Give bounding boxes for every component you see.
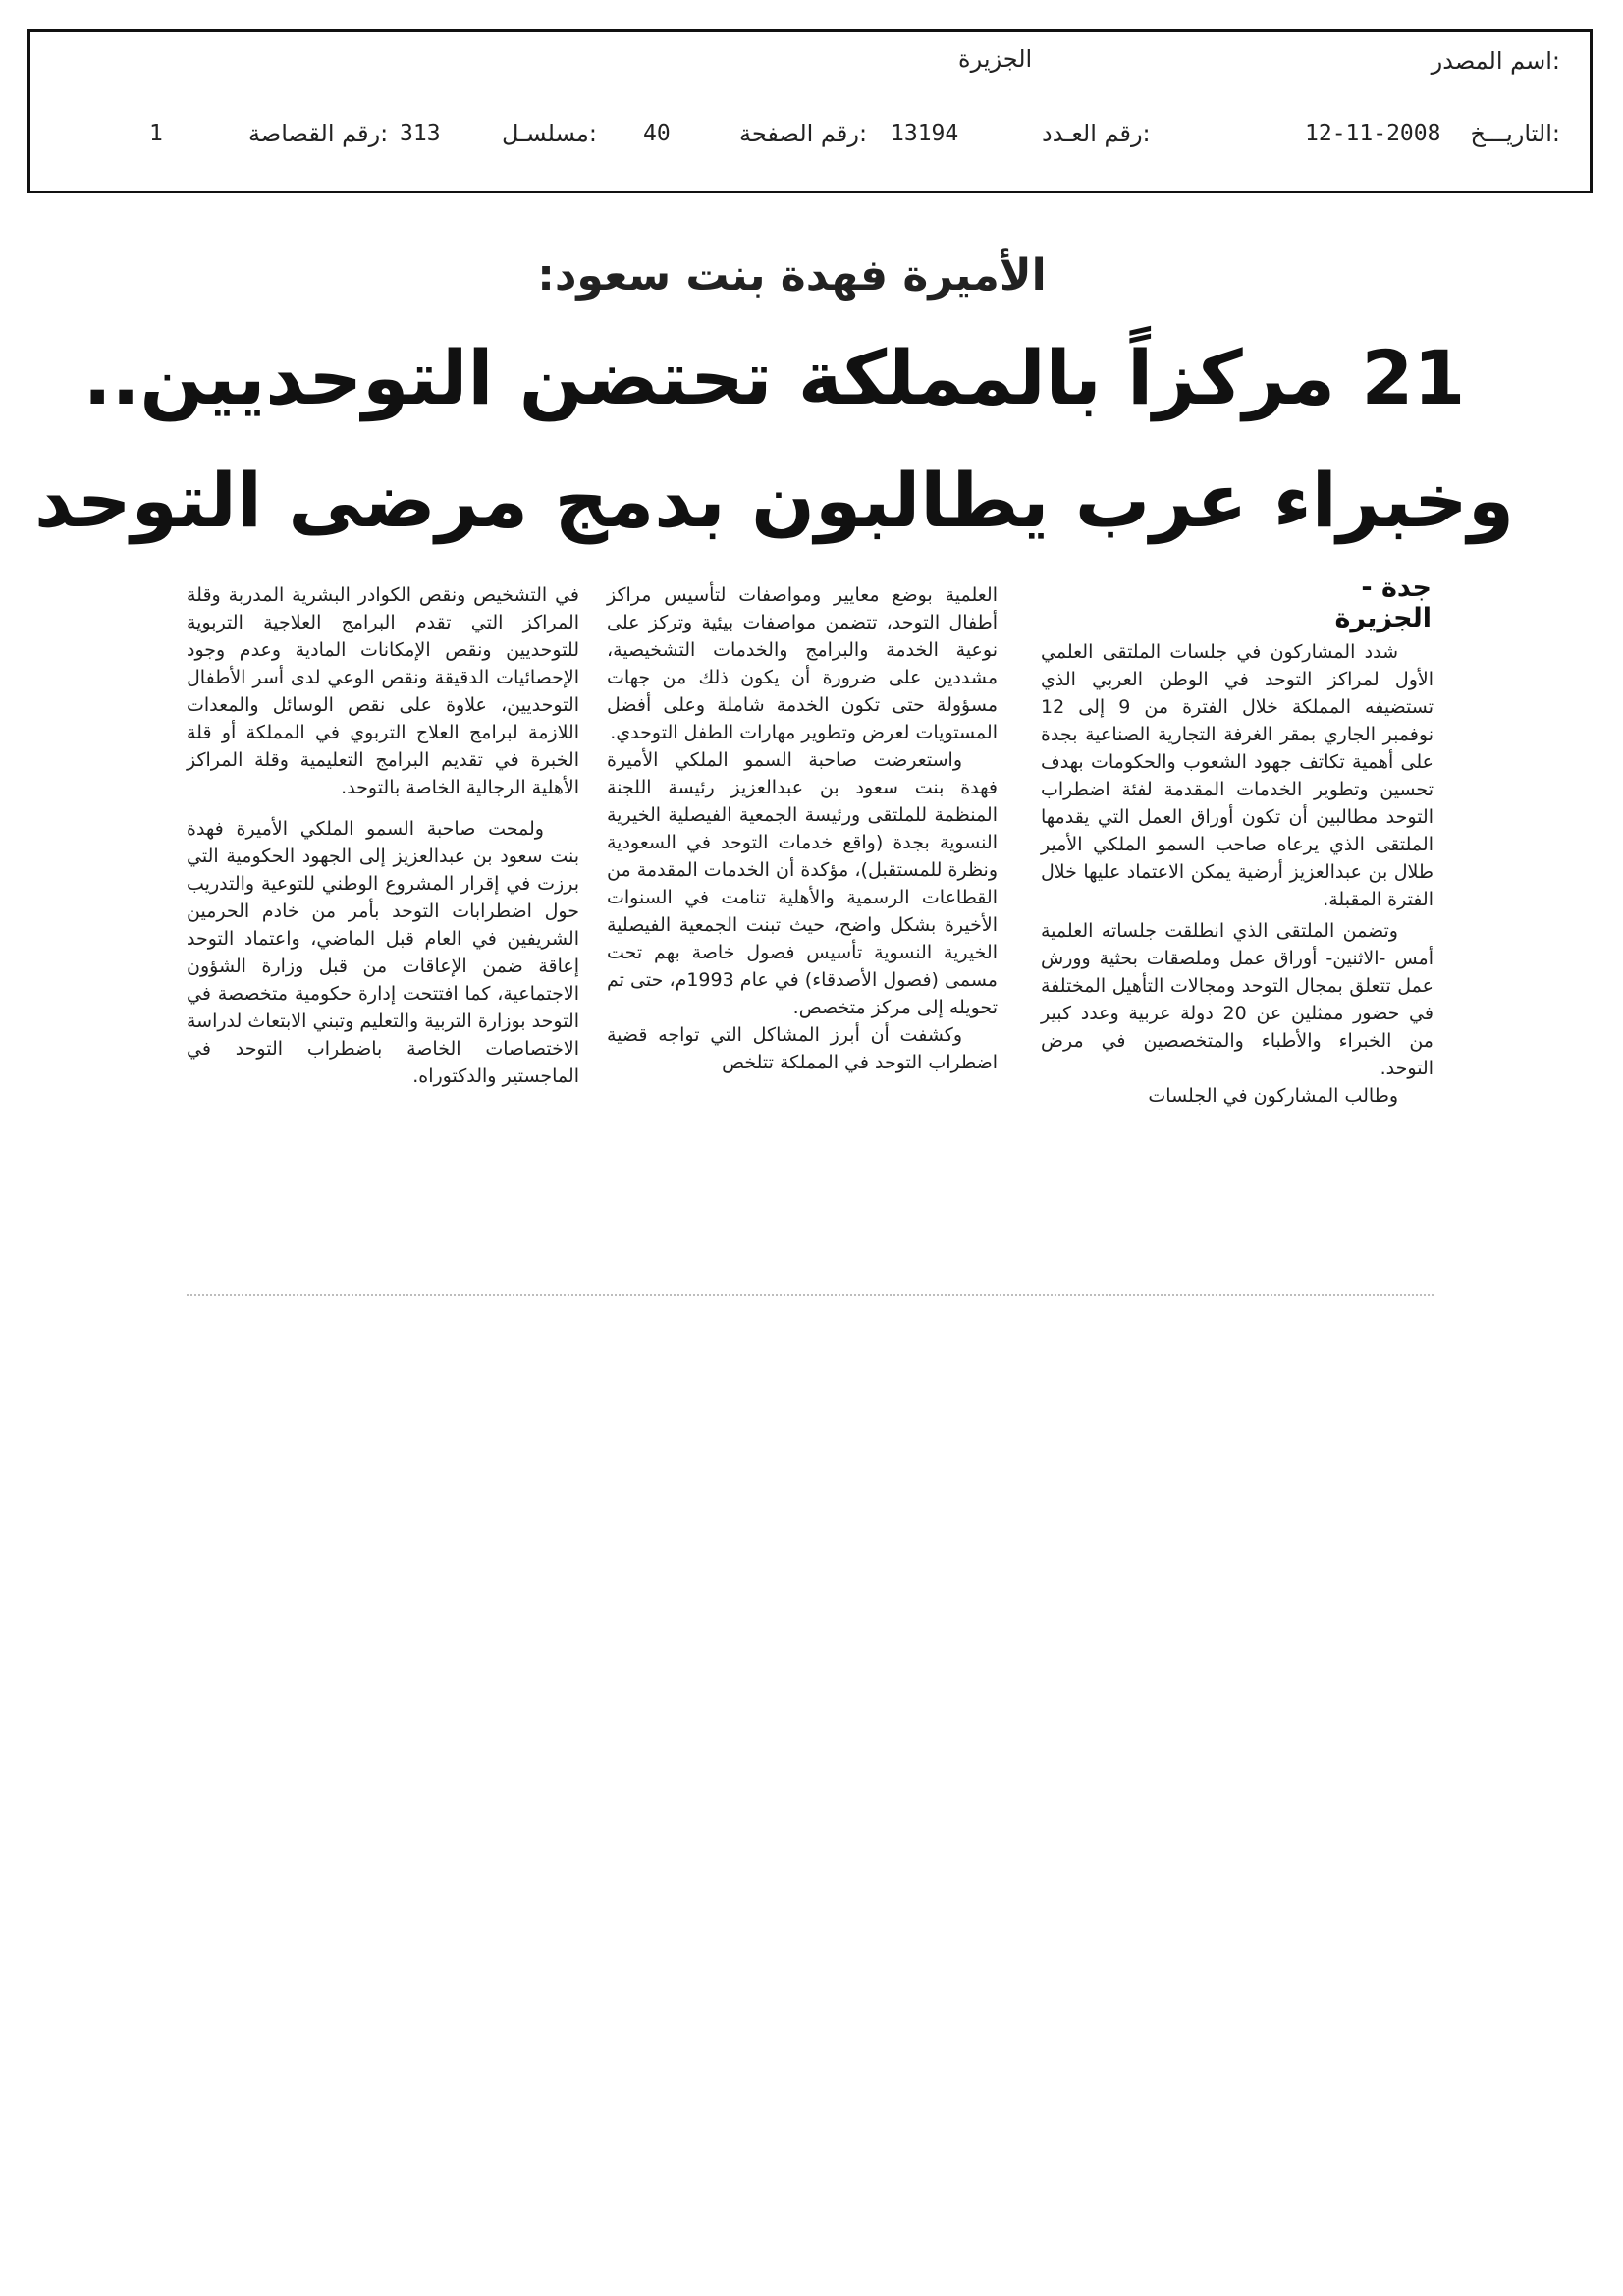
column-2-paragraph: واستعرضت صاحبة السمو الملكي الأميرة فهدة بنت سعود بن عبدالعزيز رئيسة اللجنة المنظمة للملتقى ورئيسة الجمعية الفيصلية الخيرية النسوية بجدة (واقع خدمات التوحد في السعودية ونظرة للمستقبل)، مؤكدة أن الخدمات المقدمة من القطاعات الرسمية والأهلية تنامت في السنوات الأخيرة بشكل واضح، حيث تبنت الجمعية الفيصلية الخيرية النسوية تأسيس فصول خاصة بهم تحت مسمى (فصول الأصدقاء) في عام 1993م، حتى تم تحويله إلى مركز متخصص. xyxy=(607,749,998,1018)
clip-label: رقم القصاصة: xyxy=(248,120,389,147)
clipping-bottom-edge xyxy=(187,1294,1434,1296)
clip-value: 1 xyxy=(149,121,163,146)
column-3-paragraph: في التشخيص ونقص الكوادر البشرية المدربة وقلة المراكز التي تقدم البرامج العلاجية التربوية للتوحديين ونقص الإمكانات المادية وعدم وجود الإحصائيات الدقيقة ونقص الوعي لدى أسر الأطفال التوحديين، علاوة على نقص الوسائل والمعدات اللازمة لبرامج العلاج التربوي في المملكة أو قلة الخبرة في تقديم البرامج التعليمية وقلة المراكز الأهلية الرجالية الخاصة بالتوحد. xyxy=(187,584,579,798)
subtitle-text: الأميرة فهدة بنت سعود: xyxy=(537,250,1047,301)
source-label: اسم المصدر: xyxy=(1431,47,1560,75)
article-column-2 xyxy=(607,581,998,1076)
issue-label: رقم العـدد: xyxy=(1042,120,1151,147)
column-1-paragraph: وتضمن الملتقى الذي انطلقت جلساته العلمية أمس -الاثنين- أوراق عمل وملصقات بحثية وورش عمل تتعلق بمجال التوحد ومجالات التأهيل المختلفة في حضور ممثلين عن 20 دولة عربية وعدد كبير من الخبراء والأطباء والمتخصصين في مرض التوحد. xyxy=(1041,920,1434,1079)
article-subtitle xyxy=(0,250,1623,301)
headline-line-1-text: 21 مركزاً بالمملكة تحتضن التوحديين.. xyxy=(82,334,1466,421)
serial-label: مسلسـل: xyxy=(502,120,597,147)
column-2-paragraph: العلمية بوضع معايير ومواصفات لتأسيس مراكز أطفال التوحد، تتضمن مواصفات بيئية وتركز على نوعية الخدمة والبرامج والخدمات التشخيصية، مشددين على ضرورة أن يكون ذلك من جهات مسؤولة حتى تكون الخدمة شاملة وعلى أفضل المستويات لعرض وتطوير مهارات الطفل التوحدي. xyxy=(607,584,998,743)
column-3-paragraph: ولمحت صاحبة السمو الملكي الأميرة فهدة بنت سعود بن عبدالعزيز إلى الجهود الحكومية التي برزت في إقرار المشروع الوطني للتوعية والتدريب حول اضطرابات التوحد بأمر من خادم الحرمين الشريفين في العام قبل الماضي، واعتماد التوحد إعاقة ضمن الإعاقات من قبل وزارة الشؤون الاجتماعية، كما افتتحت إدارة حكومية متخصصة في التوحد بوزارة التربية والتعليم وتبني الابتعاث لدراسة الاختصاصات الخاصة باضطراب التوحد في الماجستير والدكتوراه. xyxy=(187,818,579,1087)
archive-header-box xyxy=(27,29,1593,193)
page-label: رقم الصفحة: xyxy=(739,120,868,147)
article-column-1 xyxy=(1041,638,1434,1110)
page-value: 40 xyxy=(643,121,671,146)
serial-value: 313 xyxy=(400,121,441,146)
issue-value: 13194 xyxy=(891,121,959,146)
headline-line-2 xyxy=(0,457,1623,544)
article-column-3 xyxy=(187,581,579,1090)
column-2-paragraph: وكشفت أن أبرز المشاكل التي تواجه قضية اضطراب التوحد في المملكة تتلخص xyxy=(607,1024,998,1073)
dateline: جدة - الجزيرة xyxy=(1334,573,1432,633)
headline-line-2-text: وخبراء عرب يطالبون بدمج مرضى التوحد xyxy=(33,457,1515,544)
date-label: التاريـــخ: xyxy=(1470,120,1560,147)
column-1-paragraph: وطالب المشاركون في الجلسات xyxy=(1148,1085,1398,1107)
column-1-paragraph: شدد المشاركون في جلسات الملتقى العلمي الأول لمراكز التوحد في الوطن العربي الذي تستضيفه المملكة خلال الفترة من 9 إلى 12 نوفمبر الجاري بمقر الغرفة التجارية الصناعية بجدة على أهمية تكاتف جهود الشعوب والحكومات بهدف تحسين وتطوير الخدمات المقدمة لفئة اضطراب التوحد مطالبين أن تكون أوراق العمل التي يقدمها الملتقى الذي يرعاه صاحب السمو الملكي الأمير طلال بن عبدالعزيز أرضية يمكن الاعتماد عليها خلال الفترة المقبلة. xyxy=(1041,641,1434,910)
headline-line-1 xyxy=(0,334,1623,421)
date-value: 12-11-2008 xyxy=(1305,121,1441,146)
source-value: الجزيرة xyxy=(958,45,1033,73)
